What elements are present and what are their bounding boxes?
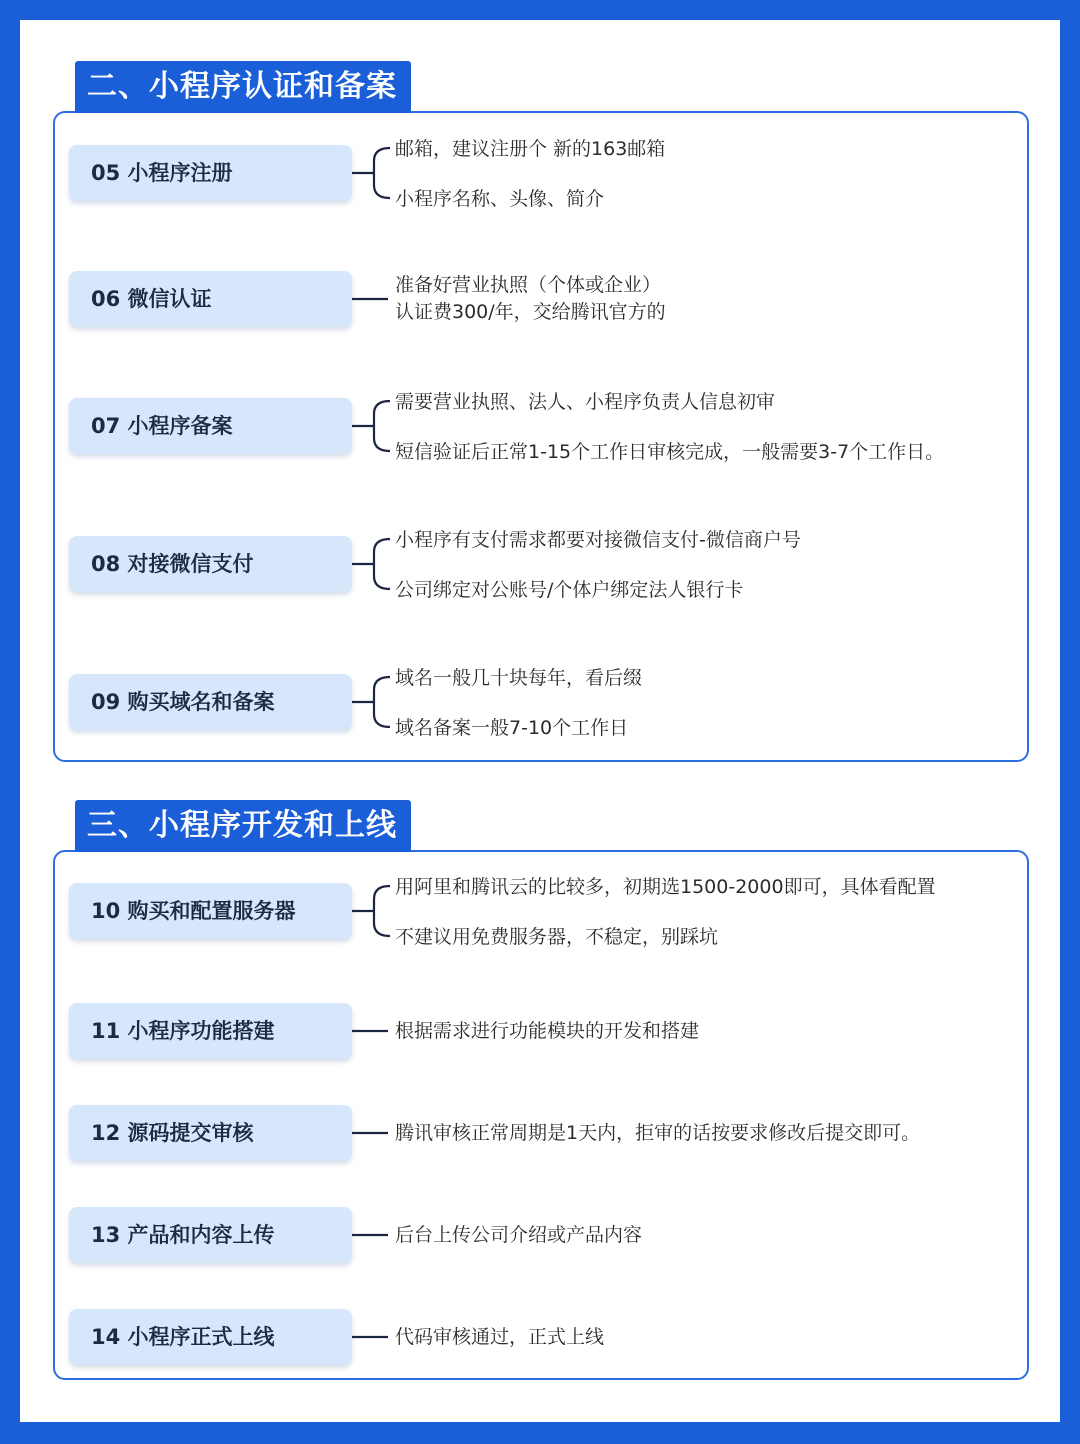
step-detail: 短信验证后正常1-15个工作日审核完成，一般需要3-7个工作日。 bbox=[395, 441, 945, 463]
step-detail: 腾讯审核正常周期是1天内，拒审的话按要求修改后提交即可。 bbox=[395, 1122, 921, 1144]
bracket-connector bbox=[352, 145, 392, 201]
step-detail: 根据需求进行功能模块的开发和搭建 bbox=[395, 1020, 700, 1042]
list-item bbox=[55, 1003, 1027, 1059]
step-detail: 需要营业执照、法人、小程序负责人信息初审 bbox=[395, 391, 776, 413]
step-detail: 后台上传公司介绍或产品内容 bbox=[395, 1224, 643, 1246]
step-detail: 准备好营业执照（个体或企业） bbox=[395, 274, 662, 296]
step-detail: 邮箱，建议注册个 新的163邮箱 bbox=[395, 138, 666, 160]
step-detail: 用阿里和腾讯云的比较多，初期选1500-2000即可，具体看配置 bbox=[395, 876, 936, 898]
step-label: 11 小程序功能搭建 bbox=[69, 1003, 352, 1059]
bracket-connector bbox=[352, 536, 392, 592]
list-item bbox=[55, 271, 1027, 327]
step-label: 12 源码提交审核 bbox=[69, 1105, 352, 1161]
bracket-connector bbox=[352, 398, 392, 454]
list-item bbox=[55, 138, 1027, 210]
section-title: 二、小程序认证和备案 bbox=[75, 61, 411, 113]
line-connector bbox=[352, 1309, 392, 1365]
step-label: 13 产品和内容上传 bbox=[69, 1207, 352, 1263]
step-detail: 不建议用免费服务器，不稳定，别踩坑 bbox=[395, 926, 719, 948]
line-connector bbox=[352, 271, 392, 327]
step-label: 10 购买和配置服务器 bbox=[69, 883, 352, 939]
step-detail: 小程序名称、头像、简介 bbox=[395, 188, 605, 210]
step-detail: 认证费300/年，交给腾讯官方的 bbox=[395, 301, 666, 323]
list-item bbox=[55, 876, 1027, 948]
step-label: 09 购买域名和备案 bbox=[69, 674, 352, 730]
bracket-connector bbox=[352, 883, 392, 939]
list-item bbox=[55, 529, 1027, 601]
list-item bbox=[55, 391, 1027, 463]
list-item bbox=[55, 667, 1027, 739]
section-box-development bbox=[53, 850, 1029, 1380]
section-title: 三、小程序开发和上线 bbox=[75, 800, 411, 852]
step-detail: 小程序有支付需求都要对接微信支付-微信商户号 bbox=[395, 529, 801, 551]
line-connector bbox=[352, 1003, 392, 1059]
step-label: 08 对接微信支付 bbox=[69, 536, 352, 592]
line-connector bbox=[352, 1207, 392, 1263]
section-box-certification bbox=[53, 111, 1029, 762]
step-label: 06 微信认证 bbox=[69, 271, 352, 327]
step-detail: 公司绑定对公账号/个体户绑定法人银行卡 bbox=[395, 579, 744, 601]
list-item bbox=[55, 1105, 1027, 1161]
step-detail: 域名一般几十块每年，看后缀 bbox=[395, 667, 643, 689]
bracket-connector bbox=[352, 674, 392, 730]
line-connector bbox=[352, 1105, 392, 1161]
step-detail: 域名备案一般7-10个工作日 bbox=[395, 717, 629, 739]
list-item bbox=[55, 1207, 1027, 1263]
step-detail: 代码审核通过，正式上线 bbox=[395, 1326, 605, 1348]
step-label: 05 小程序注册 bbox=[69, 145, 352, 201]
step-label: 07 小程序备案 bbox=[69, 398, 352, 454]
step-label: 14 小程序正式上线 bbox=[69, 1309, 352, 1365]
list-item bbox=[55, 1309, 1027, 1365]
